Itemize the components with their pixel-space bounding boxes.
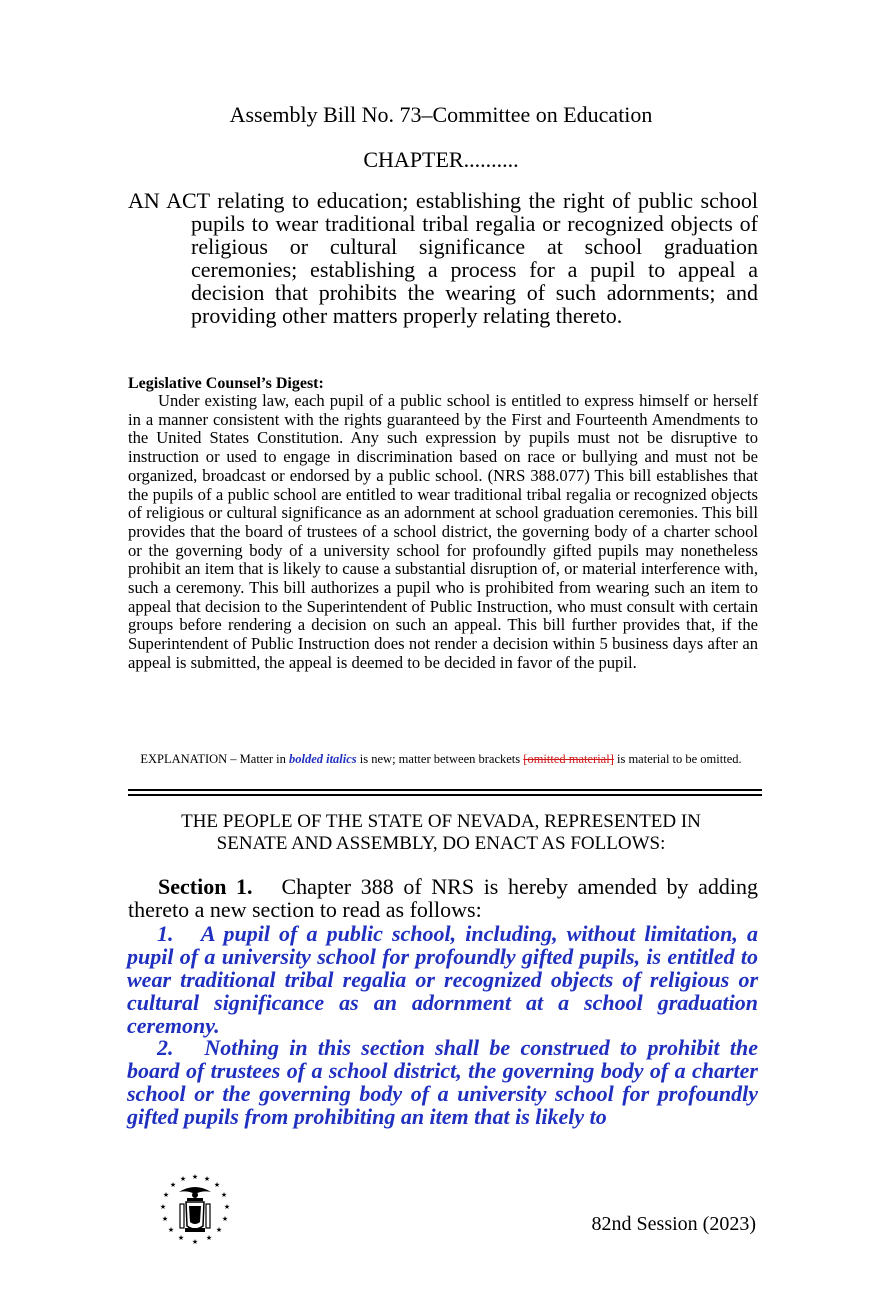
omitted-matter-marker: [omitted material] xyxy=(523,752,614,766)
svg-text:★: ★ xyxy=(221,1215,229,1223)
svg-text:★: ★ xyxy=(223,1203,231,1211)
bill-title: Assembly Bill No. 73–Committee on Education xyxy=(229,102,653,127)
session-label: 82nd Session (2023) xyxy=(591,1213,756,1235)
enacting-clause xyxy=(0,811,882,855)
new-matter-marker: bolded italics xyxy=(288,752,357,766)
svg-text:★: ★ xyxy=(213,1181,221,1189)
enacting-clause-line-1: THE PEOPLE OF THE STATE OF NEVADA, REPRESENTED IN xyxy=(181,811,701,832)
divider-rule-top xyxy=(128,789,762,791)
enacting-clause-line-2: SENATE AND ASSEMBLY, DO ENACT AS FOLLOWS: xyxy=(216,833,666,854)
explanation-prefix: EXPLANATION – Matter in xyxy=(140,752,289,766)
explanation-note xyxy=(0,751,882,767)
chapter-line: CHAPTER.......... xyxy=(363,147,519,172)
digest-heading: Legislative Counsel’s Digest: xyxy=(128,375,324,392)
svg-text:★: ★ xyxy=(167,1226,175,1234)
explanation-middle: is new; matter between brackets xyxy=(356,752,524,766)
section-1-paragraph-1: 1. A pupil of a public school, including, without limitation, a pupil of a university school for profoundly gifted pupils, is entitled to wear traditional tribal regalia or recognized objects of religious or cultural significance as an adornment at a school graduation ceremony. xyxy=(127,921,758,1038)
svg-text:★: ★ xyxy=(162,1191,170,1199)
explanation-suffix: is material to be omitted. xyxy=(613,752,742,766)
section-1-label: Section 1. xyxy=(158,874,253,899)
section-1-intro xyxy=(128,875,758,921)
svg-text:★: ★ xyxy=(203,1175,211,1183)
nevada-state-seal-icon xyxy=(155,1170,235,1250)
svg-text:★: ★ xyxy=(215,1226,223,1234)
svg-text:★: ★ xyxy=(161,1215,169,1223)
digest-body: Under existing law, each pupil of a public school is entitled to express himself or herself in a manner consistent with the rights guaranteed by the First and Fourteenth Amendments to the United States Constitution. Any such expression by pupils must not be disruptive to instruction or used to engage in discrimination based on race or bullying and must not be organized, broadcast or endorsed by a public school. (NRS 388.077) This bill establishes that the pupils of a public school are entitled to wear traditional tribal regalia or recognized objects of religious or cultural significance as an adornment at school graduation ceremonies. This bill provides that the board of trustees of a school district, the governing body of a charter school or the governing body of a university school for profoundly gifted pupils may nonetheless prohibit an item that is likely to cause a substantial disruption of, or material interference with, such a ceremony. This bill authorizes a pupil who is prohibited from wearing such an item to appeal that decision to the Superintendent of Public Instruction, who must consult with certain groups before rendering a decision on such an appeal. This bill further provides that, if the Superintendent of Public Instruction does not render a decision within 5 business days after an appeal is submitted, the appeal is deemed to be decided in favor of the pupil. xyxy=(128,391,758,672)
svg-text:★: ★ xyxy=(191,1173,199,1181)
svg-text:★: ★ xyxy=(177,1234,185,1242)
svg-text:★: ★ xyxy=(220,1191,228,1199)
section-1-intro-text: Chapter 388 of NRS is hereby amended by adding thereto a new section to read as follows: xyxy=(128,874,758,922)
svg-text:★: ★ xyxy=(159,1203,167,1211)
svg-text:★: ★ xyxy=(191,1238,199,1246)
divider-rule-bottom xyxy=(128,794,762,796)
act-summary: AN ACT relating to education; establishing the right of public school pupils to wear traditional tribal regalia or recognized objects of religious or cultural significance at school graduation ceremonies; establishing a process for a pupil to appeal a decision that prohibits the wearing of such adornments; and providing other matters properly relating thereto. xyxy=(128,188,758,328)
svg-text:★: ★ xyxy=(169,1181,177,1189)
section-1-paragraph-2: 2. Nothing in this section shall be construed to prohibit the board of trustees of a school district, the governing body of a charter school or the governing body of a university school for profoundly gifted pupils from prohibiting an item that is likely to xyxy=(127,1035,758,1129)
svg-text:★: ★ xyxy=(205,1234,213,1242)
svg-text:★: ★ xyxy=(179,1175,187,1183)
